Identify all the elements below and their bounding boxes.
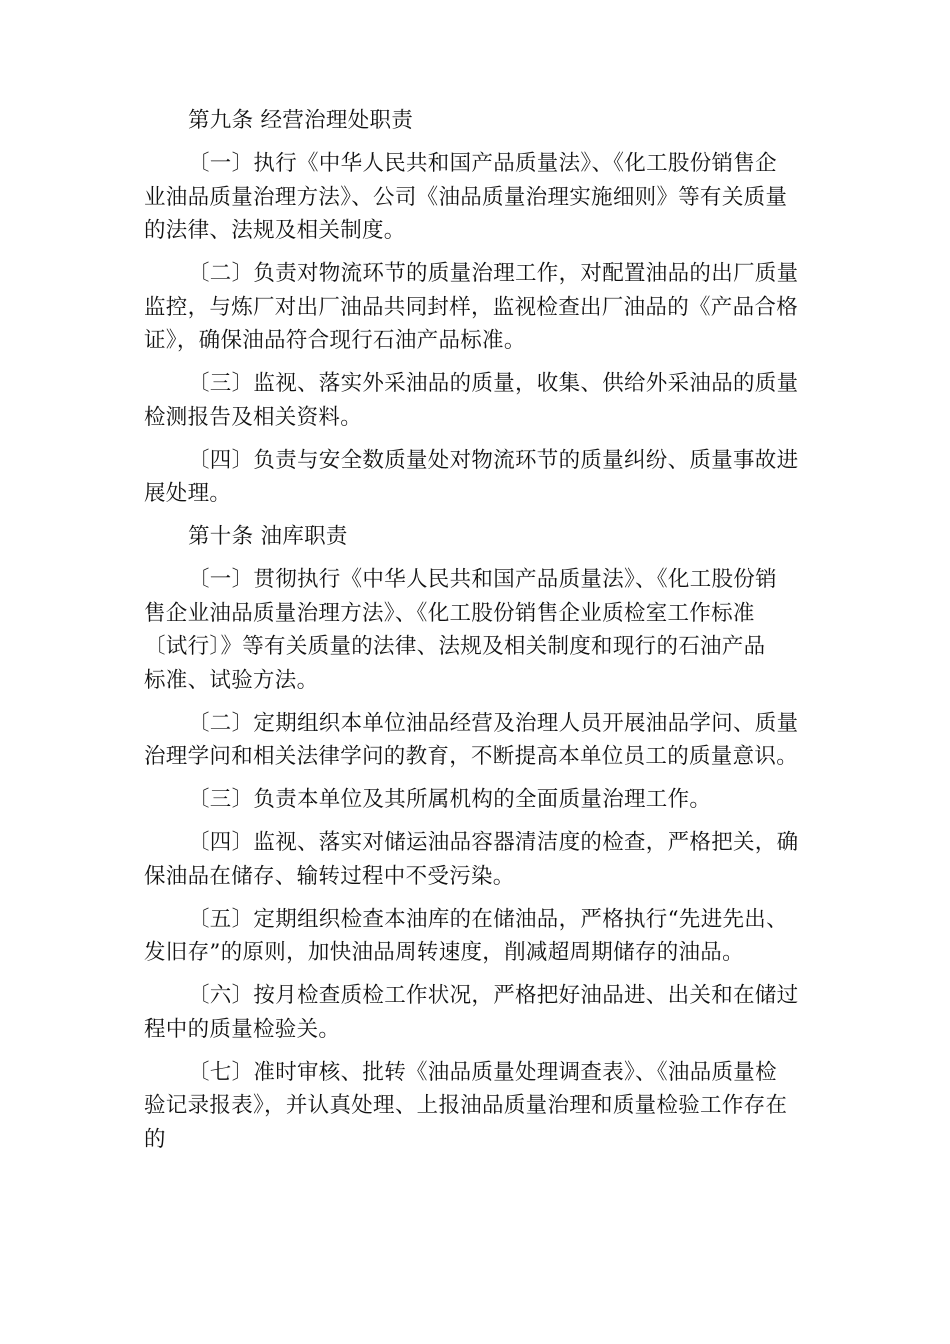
paragraph-line: 的 — [144, 1126, 166, 1152]
paragraph-line: 发旧存”的原则，加快油品周转速度，削减超周期储存的油品。 — [144, 940, 744, 965]
paragraph-gap — [144, 434, 816, 444]
paragraph-line: 检测报告及相关资料。 — [144, 404, 363, 430]
paragraph-gap — [144, 138, 816, 148]
paragraph-first-line: 〔三〕监视、落实外采油品的质量，收集、供给外采油品的质量 — [188, 371, 799, 396]
paragraph-first-line: 〔一〕贯彻执行《中华人民共和国产品质量法》、《化工股份销 — [188, 567, 777, 592]
paragraph-gap — [144, 554, 816, 564]
paragraph-first-line: 〔六〕按月检查质检工作状况，严格把好油品进、出关和在储过 — [188, 983, 799, 1008]
paragraph-line: 保油品在储存、输转过程中不受污染。 — [144, 863, 515, 889]
paragraph-line: 治理学问和相关法律学问的教育，不断提高本单位员工的质量意识。 — [144, 744, 799, 769]
paragraph-first-line: 〔四〕监视、落实对储运油品容器清洁度的检查，严格把关，确 — [188, 830, 799, 855]
paragraph-line: 程中的质量检验关。 — [144, 1016, 341, 1042]
paragraph-first-line: 第九条 经营治理处职责 — [188, 108, 414, 133]
paragraph-first-line: 〔七〕准时审核、批转《油品质量处理调查表》、《油品质量检 — [188, 1059, 777, 1085]
paragraph-gap — [144, 697, 816, 707]
paragraph-line: 监控，与炼厂对出厂油品共同封样，监视检查出厂油品的《产品合格 — [144, 294, 799, 320]
paragraph-line: 业油品质量治理方法》、公司《油品质量治理实施细则》等有关质量 — [144, 184, 788, 210]
paragraph-line: 验记录报表》，并认真处理、上报油品质量治理和质量检验工作存在 — [144, 1093, 788, 1118]
document-page — [144, 104, 816, 1156]
paragraph-line: 展处理。 — [144, 481, 232, 506]
paragraph-line: 标准、试验方法。 — [144, 667, 319, 693]
paragraph-first-line: 〔二〕负责对物流环节的质量治理工作，对配置油品的出厂质量 — [188, 261, 799, 286]
paragraph-gap — [144, 511, 816, 521]
paragraph-gap — [144, 893, 816, 903]
paragraph-line: 的法律、法规及相关制度。 — [144, 218, 406, 243]
paragraph-line: 售企业油品质量治理方法》、《化工股份销售企业质检室工作标准 — [144, 600, 755, 626]
paragraph-gap — [144, 774, 816, 784]
paragraph-line: 〔试行〕》等有关质量的法律、法规及相关制度和现行的石油产品 — [144, 634, 766, 659]
paragraph-first-line: 〔五〕定期组织检查本油库的在储油品，严格执行“先进先出、 — [188, 906, 788, 932]
paragraph-first-line: 〔四〕负责与安全数质量处对物流环节的质量纠纷、质量事故进 — [188, 447, 799, 473]
paragraph-gap — [144, 1046, 816, 1056]
paragraph-gap — [144, 970, 816, 980]
paragraph-gap — [144, 817, 816, 827]
paragraph-gap — [144, 248, 816, 258]
paragraph-gap — [144, 358, 816, 368]
paragraph-first-line: 第十条 油库职责 — [188, 524, 348, 549]
paragraph-line: 证》，确保油品符合现行石油产品标准。 — [144, 328, 526, 353]
paragraph-first-line: 〔三〕负责本单位及其所属机构的全面质量治理工作。 — [188, 787, 712, 812]
paragraph-first-line: 〔一〕执行《中华人民共和国产品质量法》、《化工股份销售企 — [188, 151, 777, 176]
paragraph-first-line: 〔二〕定期组织本单位油品经营及治理人员开展油品学问、质量 — [188, 710, 799, 736]
